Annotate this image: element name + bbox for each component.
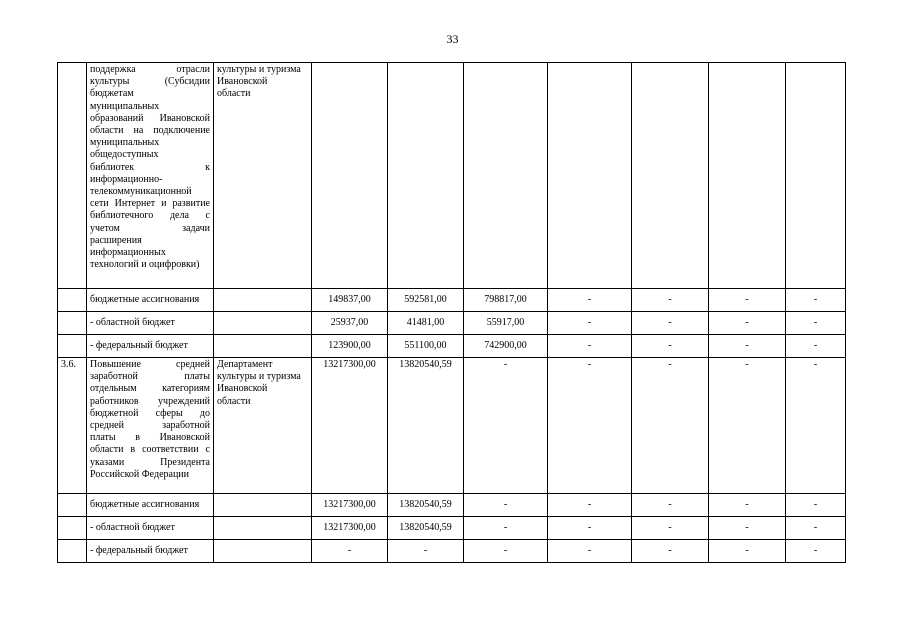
description-line: работников учреждений <box>90 395 210 407</box>
amount-cell: 55917,00 <box>464 312 548 335</box>
amount-cell: - <box>786 517 846 540</box>
description-line: технологий и оцифровки) <box>90 259 200 271</box>
description-line: образований Ивановской <box>90 112 210 124</box>
description-line: сети Интернет и развитие <box>90 198 210 210</box>
amount-cell: - <box>548 312 632 335</box>
description-line: бюджетам <box>90 88 134 100</box>
amount-cell: - <box>709 335 786 358</box>
amount-cell: - <box>786 335 846 358</box>
amount-cell: - <box>709 289 786 312</box>
amount-cell: - <box>388 540 464 563</box>
funding-category: - федеральный бюджет <box>87 540 214 563</box>
amount-cell: - <box>709 312 786 335</box>
amount-cell: - <box>548 540 632 563</box>
responsible-organization <box>214 335 312 358</box>
measure-description <box>87 63 214 289</box>
amount-cell: - <box>632 335 709 358</box>
amount-cell: - <box>786 540 846 563</box>
amount-cell: - <box>786 494 846 517</box>
amount-cell: - <box>548 289 632 312</box>
amount-cell: - <box>464 517 548 540</box>
amount-cell: - <box>464 494 548 517</box>
table-row <box>58 540 846 563</box>
row-number <box>58 312 87 335</box>
responsible-organization <box>214 494 312 517</box>
amount-cell: - <box>632 312 709 335</box>
description-line: области в соответствии с <box>90 444 210 456</box>
row-number <box>58 540 87 563</box>
funding-category: - федеральный бюджет <box>87 335 214 358</box>
funding-category: бюджетные ассигнования <box>87 289 214 312</box>
amount-cell: 742900,00 <box>464 335 548 358</box>
amount-cell <box>464 63 548 289</box>
amount-cell: 13820540,59 <box>388 494 464 517</box>
row-number <box>58 289 87 312</box>
table-row <box>58 335 846 358</box>
amount-cell: - <box>709 494 786 517</box>
description-line: телекоммуникационной <box>90 186 192 198</box>
amount-cell <box>312 63 388 289</box>
amount-cell: 149837,00 <box>312 289 388 312</box>
amount-cell <box>548 63 632 289</box>
row-number <box>58 494 87 517</box>
description-line: культуры (Субсидии <box>90 76 210 88</box>
description-line: информационных <box>90 247 166 259</box>
table-row <box>58 312 846 335</box>
organization-line: области <box>217 395 251 407</box>
table-row <box>58 358 846 494</box>
amount-cell <box>786 63 846 289</box>
description-line: муниципальных <box>90 137 160 149</box>
description-line: поддержка отрасли <box>90 64 210 75</box>
description-line: Повышение средней <box>90 359 210 370</box>
table-row <box>58 517 846 540</box>
amount-cell: - <box>632 494 709 517</box>
amount-cell: - <box>632 289 709 312</box>
row-number <box>58 335 87 358</box>
description-line: средней заработной <box>90 420 210 432</box>
amount-cell <box>709 63 786 289</box>
amount-cell: 13820540,59 <box>388 517 464 540</box>
description-line: платы в Ивановской <box>90 432 210 444</box>
responsible-organization <box>214 517 312 540</box>
funding-category: - областной бюджет <box>87 312 214 335</box>
amount-cell: - <box>786 289 846 312</box>
responsible-organization <box>214 289 312 312</box>
amount-cell: - <box>632 540 709 563</box>
amount-cell: 123900,00 <box>312 335 388 358</box>
table-row <box>58 289 846 312</box>
budget-table <box>57 62 846 563</box>
amount-cell <box>632 63 709 289</box>
amount-cell: - <box>548 358 632 494</box>
amount-cell: 41481,00 <box>388 312 464 335</box>
description-line: расширения <box>90 234 142 246</box>
description-line: библиотек к <box>90 161 210 173</box>
amount-cell: - <box>548 517 632 540</box>
row-number: 3.6. <box>58 358 87 494</box>
amount-cell: - <box>548 494 632 517</box>
amount-cell: 13217300,00 <box>312 494 388 517</box>
organization-line: Ивановской <box>217 383 268 395</box>
measure-description <box>87 358 214 494</box>
amount-cell: - <box>786 358 846 494</box>
amount-cell: - <box>464 540 548 563</box>
responsible-organization <box>214 63 312 289</box>
amount-cell <box>388 63 464 289</box>
amount-cell: 13820540,59 <box>388 358 464 494</box>
description-line: заработной платы <box>90 371 210 383</box>
description-line: информационно- <box>90 173 163 185</box>
page-number: 33 <box>446 32 459 46</box>
organization-line: области <box>217 88 251 100</box>
amount-cell: 592581,00 <box>388 289 464 312</box>
amount-cell: - <box>632 358 709 494</box>
funding-category: бюджетные ассигнования <box>87 494 214 517</box>
amount-cell: - <box>548 335 632 358</box>
responsible-organization <box>214 358 312 494</box>
amount-cell: 551100,00 <box>388 335 464 358</box>
amount-cell: 798817,00 <box>464 289 548 312</box>
description-line: указами Президента <box>90 456 210 468</box>
amount-cell: - <box>632 517 709 540</box>
amount-cell: - <box>312 540 388 563</box>
organization-line: Ивановской <box>217 76 268 88</box>
description-line: отдельным категориям <box>90 383 210 395</box>
description-line: бюджетной сферы до <box>90 407 210 419</box>
row-number <box>58 63 87 289</box>
amount-cell: - <box>464 358 548 494</box>
organization-line: Департамент <box>217 359 273 370</box>
amount-cell: 13217300,00 <box>312 358 388 494</box>
responsible-organization <box>214 540 312 563</box>
description-line: Российской Федерации <box>90 468 190 480</box>
amount-cell: - <box>709 540 786 563</box>
funding-category: - областной бюджет <box>87 517 214 540</box>
description-line: библиотечного дела с <box>90 210 210 222</box>
amount-cell: 25937,00 <box>312 312 388 335</box>
description-line: учетом задачи <box>90 222 210 234</box>
description-line: муниципальных <box>90 100 160 112</box>
amount-cell: - <box>709 517 786 540</box>
description-line: области на подключение <box>90 125 210 137</box>
amount-cell: - <box>786 312 846 335</box>
table-row <box>58 494 846 517</box>
row-number <box>58 517 87 540</box>
amount-cell: 13217300,00 <box>312 517 388 540</box>
amount-cell: - <box>709 358 786 494</box>
table-row <box>58 63 846 289</box>
responsible-organization <box>214 312 312 335</box>
description-line: общедоступных <box>90 149 159 161</box>
organization-line: культуры и туризма <box>217 371 301 383</box>
organization-line: культуры и туризма <box>217 64 301 75</box>
